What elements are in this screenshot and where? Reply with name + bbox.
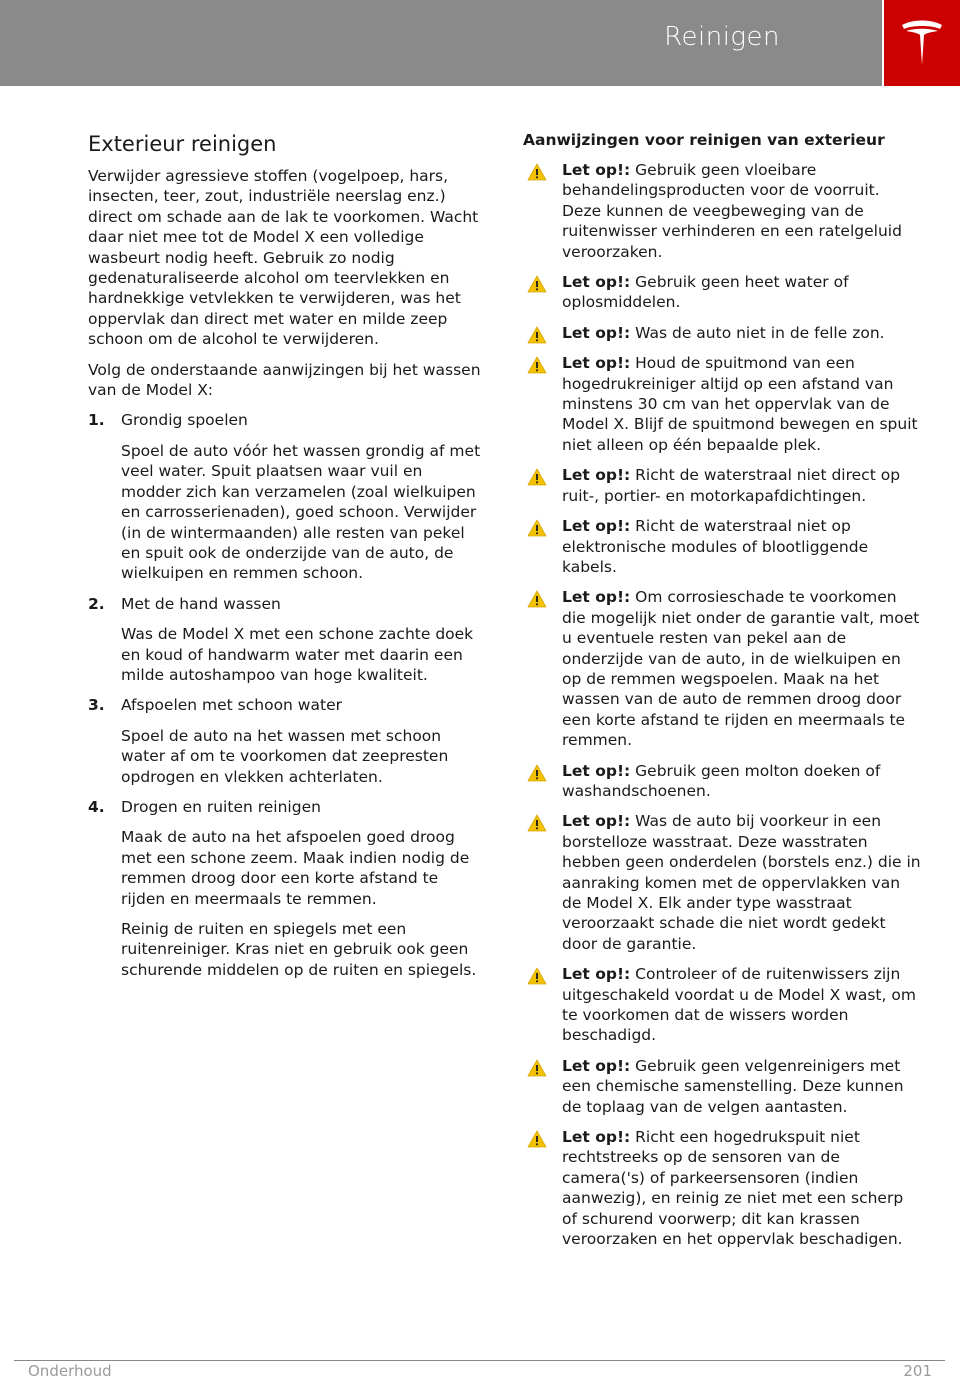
warning-label: Let op!: — [562, 273, 631, 292]
brand-logo-box — [884, 0, 960, 86]
warning-text: Gebruik geen velgenreinigers met een chemische samenstelling. Deze kunnen de toplaag van de velgen aantasten. — [562, 1056, 904, 1116]
warning-item — [523, 1127, 923, 1249]
page-header — [0, 0, 882, 86]
step-body: Reinig de ruiten en spiegels met een ruitenreiniger. Kras niet en gebruik ook geen schurende middelen op de ruiten en spiegels. — [121, 920, 477, 979]
warning-text: Richt de waterstraal niet op elektronische modules of blootliggende kabels. — [562, 517, 869, 576]
warning-item — [523, 1056, 923, 1117]
step-body: Was de Model X met een schone zachte doek en koud of handwarm water met daarin een milde autoshampoo van hoge kwaliteit. — [121, 625, 474, 684]
warning-text: Controleer of de ruitenwissers zijn uitgeschakeld voordat u de Model X wast, om te voorkomen dat de wissers worden beschadigd. — [562, 965, 916, 1045]
section-heading: Exterieur reinigen — [88, 132, 277, 156]
warnings-list — [523, 160, 923, 1250]
warning-triangle-icon — [527, 356, 547, 374]
step-body: Maak de auto na het afspoelen goed droog met een schone zeem. Maak indien nodig de remmen droog door een korte afstand te rijden en meermaals te remmen. — [121, 828, 470, 908]
warning-triangle-icon — [527, 764, 547, 782]
step-title: Drogen en ruiten reinigen — [121, 797, 321, 816]
warning-triangle-icon — [527, 275, 547, 293]
warning-triangle-icon — [527, 1130, 547, 1148]
warning-triangle-icon — [527, 1059, 547, 1077]
step-title: Grondig spoelen — [121, 411, 248, 430]
lead-paragraph: Volg de onderstaande aanwijzingen bij het wassen van de Model X: — [88, 360, 481, 400]
warning-item — [523, 964, 923, 1046]
warning-item — [523, 160, 923, 262]
step-title: Afspoelen met schoon water — [121, 696, 342, 715]
warning-label: Let op!: — [562, 161, 631, 179]
warning-text: Gebruik geen heet water of oplosmiddelen. — [562, 273, 849, 312]
warning-item — [523, 761, 923, 802]
warning-triangle-icon — [527, 814, 547, 832]
step-number: 2. — [88, 594, 105, 613]
warning-item — [523, 465, 923, 506]
warning-item — [523, 587, 923, 750]
tesla-logo-icon — [899, 18, 945, 68]
warning-triangle-icon — [527, 468, 547, 486]
warning-label: Let op!: — [562, 965, 631, 984]
step-item — [88, 410, 483, 583]
left-column — [88, 130, 483, 990]
warning-label: Let op!: — [562, 466, 631, 485]
warning-triangle-icon — [527, 519, 547, 537]
step-number: 1. — [88, 411, 105, 430]
page-number: 201 — [903, 1362, 932, 1380]
warning-text: Richt de waterstraal niet direct op ruit-, portier- en motorkapafdichtingen. — [562, 466, 901, 505]
steps-list — [88, 410, 483, 980]
warning-label: Let op!: — [562, 1056, 631, 1075]
footer-divider — [14, 1360, 945, 1361]
footer-section: Onderhoud — [28, 1362, 112, 1380]
warning-item — [523, 811, 923, 954]
warning-triangle-icon — [527, 590, 547, 608]
warning-triangle-icon — [527, 163, 547, 181]
step-number: 4. — [88, 797, 105, 816]
warning-text: Was de auto bij voorkeur in een borstelloze wasstraat. Deze wasstraten hebben geen onderdelen (borstels enz.) die in aanraking komen met de oppervlakken van de Model X. Elk ander type wasstraat veroorzaakt schade die niet wordt gedekt door de garantie. — [562, 812, 921, 953]
warning-text: Houd de spuitmond van een hogedrukreiniger altijd op een afstand van minstens 30 cm van het oppervlak van de Model X. Blijf de spuitmond bewegen en spuit niet alleen op één bepaalde plek. — [562, 354, 918, 454]
step-item — [88, 695, 483, 787]
step-body: Spoel de auto vóór het wassen grondig af met veel water. Spuit plaatsen waar vuil en modder zich kan verzamelen (zoal wielkuipen en carrosserienaden), goed schoon. Verwijder (in de wintermaanden) alle resten van pekel en spuit ook de onderzijde van de auto, de wielkuipen en remmen schoon. — [121, 441, 481, 583]
intro-paragraph: Verwijder agressieve stoffen (vogelpoep, hars, insecten, teer, zout, industriële neerslag enz.) direct om schade aan de lak te voorkomen. Wacht daar niet mee tot de Model X een volledige wasbeurt nodig heeft. Gebruik zo nodig gedenaturaliseerde alcohol om teervlekken en hardnekkige vetvlekken te verwijderen, was het oppervlak dan direct met water en milde zeep schoon om de alcohol te verwijderen. — [88, 167, 479, 349]
step-number: 3. — [88, 696, 105, 715]
warning-text: Om corrosieschade te voorkomen die mogelijk niet onder de garantie valt, moet u eventuele resten van pekel aan de onderzijde van de auto, in de wielkuipen en op de remmen wegspoelen. Maak na het wassen van de auto de remmen droog door een korte afstand te rijden en meermaals te remmen. — [562, 588, 920, 750]
warning-label: Let op!: — [562, 812, 631, 831]
warning-label: Let op!: — [562, 588, 631, 607]
warning-text: Richt een hogedrukspuit niet rechtstreeks op de sensoren van de camera('s) of parkeersensoren (indien aanwezig), en reinig ze niet met een scherp of schurend voorwerp; dit kan krassen veroorzaken en het oppervlak beschadigen. — [562, 1128, 904, 1249]
warning-triangle-icon — [527, 967, 547, 985]
warning-label: Let op!: — [562, 354, 631, 373]
warning-label: Let op!: — [562, 323, 631, 342]
warning-text: Was de auto niet in de felle zon. — [635, 323, 885, 342]
warning-label: Let op!: — [562, 1128, 631, 1147]
step-item — [88, 797, 483, 980]
warning-item — [523, 272, 923, 313]
warning-item — [523, 323, 923, 343]
warnings-heading: Aanwijzingen voor reinigen van exterieur — [523, 131, 885, 149]
warning-item — [523, 353, 923, 455]
warning-label: Let op!: — [562, 517, 631, 536]
warning-triangle-icon — [527, 326, 547, 344]
warning-text: Gebruik geen molton doeken of washandschoenen. — [562, 761, 881, 800]
step-body: Spoel de auto na het wassen met schoon water af om te voorkomen dat zeepresten opdrogen en vlekken achterlaten. — [121, 726, 449, 786]
header-title: Reinigen — [664, 22, 780, 52]
step-item — [88, 594, 483, 686]
right-column — [523, 130, 923, 1260]
warning-text: Gebruik geen vloeibare behandelingsproducten voor de voorruit. Deze kunnen de veegbeweging van de ruitenwisser verhinderen en een ratelgeluid veroorzaken. — [562, 161, 902, 261]
warning-label: Let op!: — [562, 761, 631, 780]
step-title: Met de hand wassen — [121, 594, 281, 613]
warning-item — [523, 516, 923, 577]
